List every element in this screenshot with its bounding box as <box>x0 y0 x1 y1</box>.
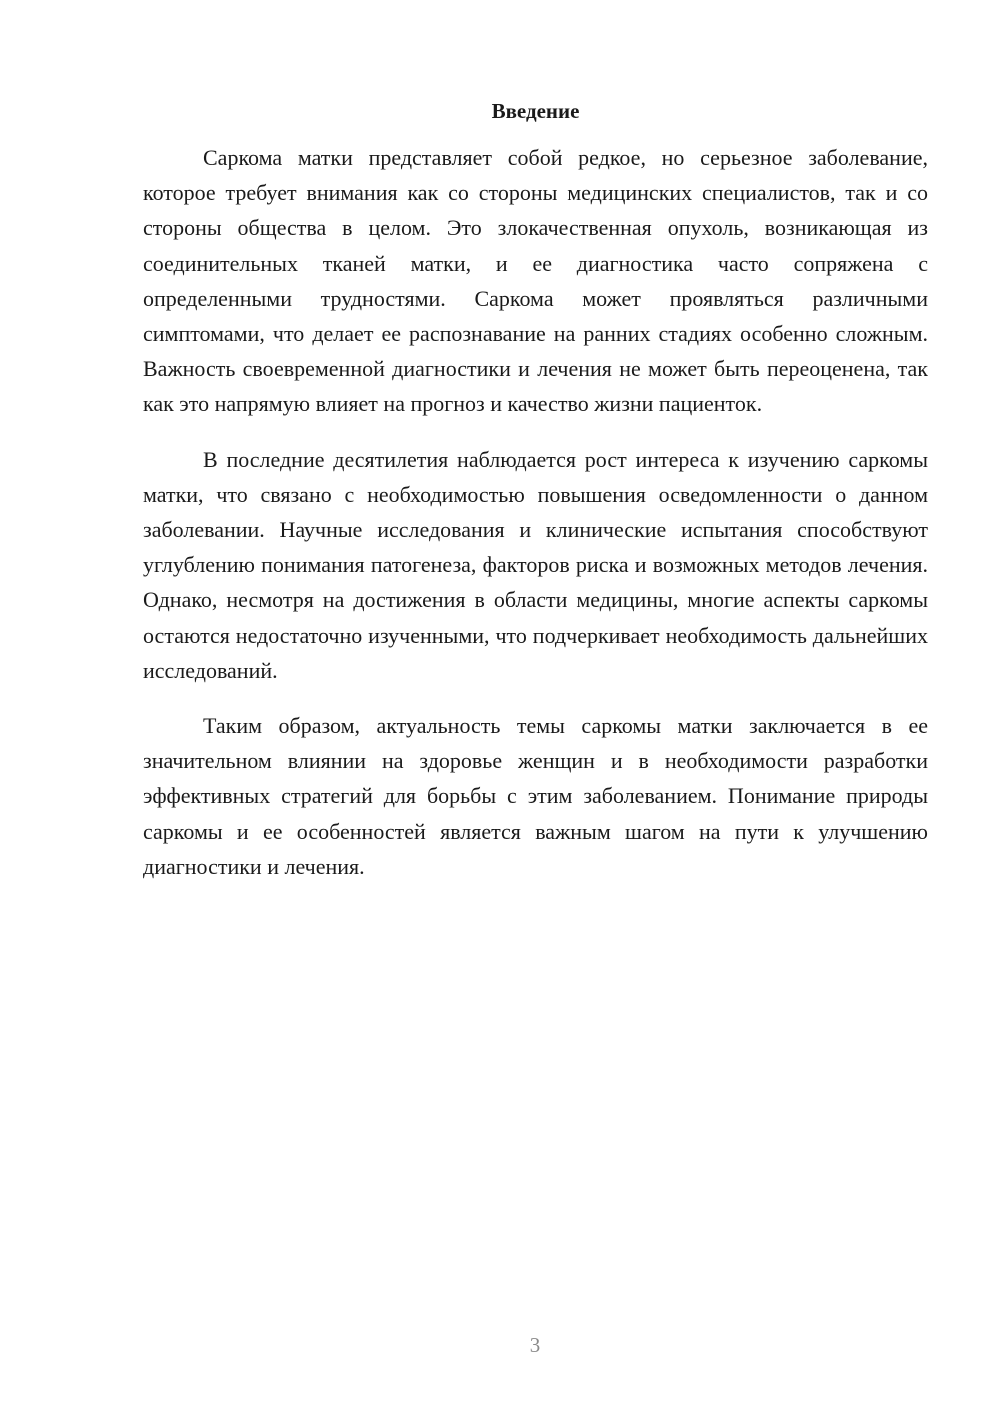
paragraph-3: Таким образом, актуальность темы саркомы матки заключается в ее значительном влиянии на здоровье женщин и в необходимости разработки эффективных стратегий для борьбы с этим заболеванием. Понимание природы саркомы и ее особенностей является важным шагом на пути к улучшению диагностики и лечения. <box>143 713 928 879</box>
paragraph-1: Саркома матки представляет собой редкое, но серьезное заболевание, которое требует внимания как со стороны медицинских специалистов, так и со стороны общества в целом. Это злокачественная опухоль, возникающая из соединительных тканей матки, и ее диагностика часто сопряжена с определенными трудностями. Саркома может проявляться различными симптомами, что делает ее распознавание на ранних стадиях особенно сложным. Важность своевременной диагностики и лечения не может быть переоценена, так как это напрямую влияет на прогноз и качество жизни пациенток. <box>143 145 928 417</box>
paragraph-2: В последние десятилетия наблюдается рост интереса к изучению саркомы матки, что связано с необходимостью повышения осведомленности о данном заболевании. Научные исследования и клинические испытания способствуют углублению понимания патогенеза, факторов риска и возможных методов лечения. Однако, несмотря на достижения в области медицины, многие аспекты саркомы остаются недостаточно изученными, что подчеркивает необходимость дальнейших исследований. <box>143 446 928 683</box>
section-heading: Введение <box>491 99 580 123</box>
document-body <box>143 96 928 904</box>
page-number: 3 <box>529 1333 541 1357</box>
